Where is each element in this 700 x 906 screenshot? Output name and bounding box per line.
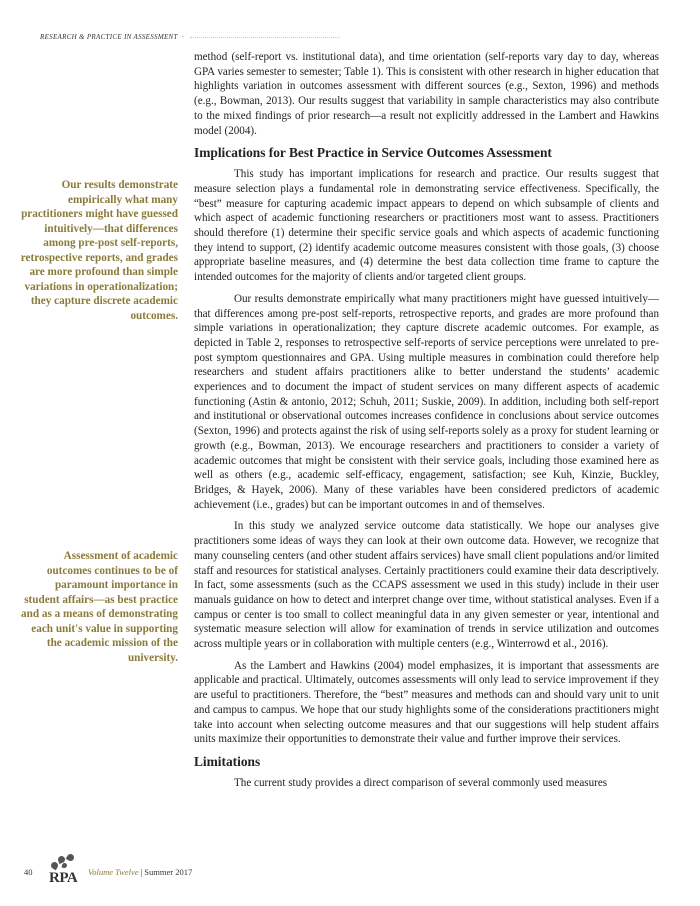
body-paragraph: In this study we analyzed service outcome data statistically. We hope our analyses give practitioners some ideas of ways they can look at their own outcome data. However, we recognize that many counseling centers (and other student affairs services) have small client populations and/or limited staff and resources for statistical analyses. Certainly practitioners could examine their data descriptively. In fact, some assessments (such as the CCAPS assessment we used in this study) include in their user manuals guidance on how to detect and interpret change over time, without statistical analyses. Even if a campus or center is too small to collect meaningful data in any given semester or year, intentional and systematic measure selection will allow for examination of trends in service utilization and outcomes across multiple years or in collaboration with multiple centers (e.g., Winterrowd et al., 2016). <box>194 520 659 651</box>
volume-label: Volume Twelve <box>88 867 139 877</box>
main-text-column <box>194 50 659 798</box>
section-heading-limitations: Limitations <box>194 753 261 769</box>
issue-label: Summer 2017 <box>144 867 193 877</box>
page-footer <box>24 852 192 892</box>
body-paragraph: As the Lambert and Hawkins (2004) model emphasizes, it is important that assessments are applicable and practical. Ultimately, outcomes assessments will only lead to service improvement if they are useful to practitioners. Therefore, the “best” measures and methods can and should vary unit to unit and campus to campus. We hope that our study highlights some of the considerations practitioners might take into account when selecting outcome measures and that our suggestions will help student affairs units maximize their opportunities to demonstrate their value and further improve their services. <box>194 659 659 746</box>
sidebar-pull-quote-2: Assessment of academic outcomes continues to be of paramount importance in student affairs—as best practice and as a means of demonstrating each unit's value in supporting the academic mission of the university. <box>21 550 178 664</box>
footer-separator: | <box>140 867 143 877</box>
logo-text: RPA <box>49 870 78 886</box>
running-header <box>40 33 340 41</box>
section-heading-implications: Implications for Best Practice in Service Outcomes Assessment <box>194 145 552 161</box>
body-paragraph: This study has important implications for research and practice. Our results suggest that measure selection plays a fundamental role in demonstrating service effectiveness. Specifically, the “best” measure for capturing academic impact appears to depend on which subsample of clients and which aspect of academic functioning researchers or practitioners most want to assess. Practitioners should therefore (1) determine their specific service goals and which aspects of academic functioning they intend to support, (2) identify academic outcome measures consistent with those goals, (3) choose appropriate baseline measures, and (4) determine the best data collection time frame to capture the intended outcomes for the majority of clients and/or targeted client groups. <box>194 168 659 284</box>
header-dotted-rule <box>190 37 340 38</box>
leaf-icon <box>62 863 68 869</box>
body-paragraph: Our results demonstrate empirically what many practitioners might have guessed intuitively—that differences among pre-post self-reports, retrospective reports, and grades are more profound than simple variations in operationalization; they capture discrete academic outcomes. For example, as depicted in Table 2, responses to retrospective self-reports of service perceptions were unrelated to pre-post symptom questionnaires and GPA. Using multiple measures in combination could therefore help researchers and student affairs practitioners alike to better understand the students’ academic experiences and to document the impact of student services on many different aspects of academic functioning (Astin & antonio, 2012; Schuh, 2011; Suskie, 2009). In addition, including both self-report and institutional or observational outcomes increases confidence in conclusions about service outcomes (Sexton, 1996) and protects against the risk of using self-reports solely as a proxy for student learning or growth (e.g., Bowman, 2013). We encourage researchers and practitioners to consider a variety of academic outcomes that might be consistent with their service goals, including those examined here as well as others (e.g., academic self-efficacy, engagement, satisfaction; see Kuh, Kinzie, Buckley, Bridges, & Hayek, 2006). Many of these variables have been considered predictors of academic achievement (i.e., grades) but can be important outcomes in and of themselves. <box>194 292 659 511</box>
running-title: RESEARCH & PRACTICE IN ASSESSMENT <box>40 33 178 41</box>
body-paragraph: method (self-report vs. institutional data), and time orientation (self-reports vary day to day, whereas GPA varies semester to semester; Table 1). This is consistent with other research in higher education that highlights variation in outcomes assessment with different sources (e.g., Sexton, 1996) and methods (e.g., Bowman, 2013). Our results suggest that variability in sample characteristics may also contribute to the mixed findings of prior research—a result not explicitly addressed in the Lambert and Hawkins model (2004). <box>194 51 659 137</box>
body-paragraph: The current study provides a direct comparison of several commonly used measures <box>234 776 608 789</box>
rpa-logo <box>46 854 84 890</box>
leaf-icon <box>66 853 76 863</box>
header-bullet: · <box>181 33 184 41</box>
sidebar-pull-quote-1: Our results demonstrate empirically what many practitioners might have guessed intuitively—that differences among pre-post self-reports, retrospective reports, and grades are more profound than simple variations in operationalization; they capture discrete academic outcomes. <box>20 179 178 322</box>
page-number: 40 <box>24 867 33 877</box>
